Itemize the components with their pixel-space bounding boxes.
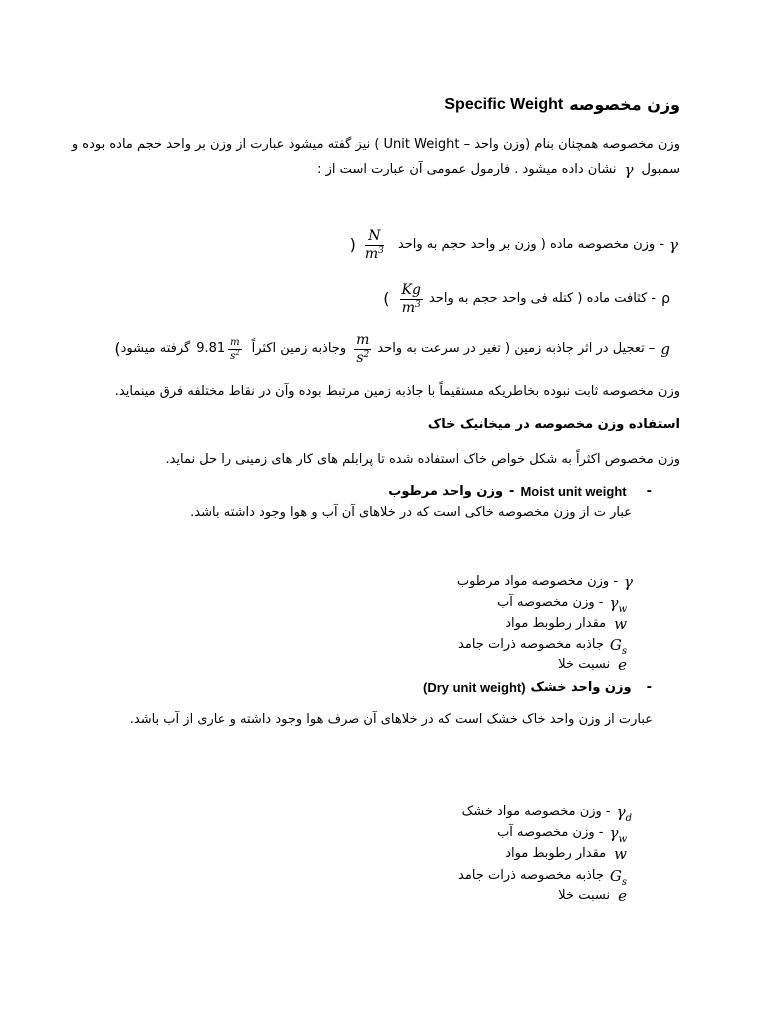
- symbol-subscript: s: [621, 877, 627, 888]
- list-item-text: - وزن مخصوصه آب: [497, 595, 604, 610]
- list-item-text: مقدار رطوبط مواد: [505, 846, 607, 861]
- gamma-symbol: γ: [624, 573, 633, 591]
- value-unit-numerator: m: [230, 336, 240, 348]
- list-item-text: مقدار رطوبط مواد: [505, 616, 607, 631]
- intro-line-1: وزن مخصوصه همچنان بنام (وزن واحد – Unit Weight ) نیز گفته میشود عبارت از وزن بر واحد حجم ماده بوده و: [71, 137, 680, 152]
- soil-mechanics-heading: استفاده وزن مخصوصه در میخانیک خاک: [427, 417, 680, 432]
- unit-denominator-base: m: [401, 299, 416, 316]
- g-s-symbol: [609, 636, 627, 657]
- list-item: [558, 656, 627, 674]
- moist-heading-english: Moist unit weight: [520, 484, 627, 499]
- symbol-subscript: w: [618, 604, 627, 615]
- formula-gamma-bracket: ): [349, 235, 356, 254]
- gamma-w-symbol: [609, 594, 627, 615]
- unit-numerator: Kg: [401, 281, 421, 298]
- list-item-text: - وزن مخصوصه مواد خشک: [461, 804, 611, 819]
- bullet: -: [646, 484, 652, 499]
- value-unit-denominator-exponent: 2: [235, 348, 240, 357]
- rho-symbol: ρ: [661, 291, 670, 307]
- intro-symbol-label: سمبول: [641, 162, 680, 177]
- list-item-text: - وزن مخصوصه مواد مرطوب: [456, 574, 619, 589]
- moist-description: عبار ت از وزن مخصوصه خاکی است که در خلاهای آن آب و هوا وجود داشته باشد.: [190, 505, 632, 520]
- formula-gamma: [350, 227, 678, 263]
- value-unit-denominator-base: s: [230, 350, 236, 362]
- unit-denominator-base: s: [356, 349, 364, 366]
- symbol-subscript: w: [618, 834, 627, 845]
- moist-unit-weight-heading: [388, 483, 652, 501]
- dry-description: عبارت از وزن واحد خاک خشک است که در خلاهای آن صرف هوا وجود داشته و عاری از آب باشد.: [129, 712, 653, 727]
- unit-denominator: [400, 300, 423, 316]
- gamma-w-symbol: [609, 824, 627, 845]
- gamma-symbol: γ: [669, 236, 678, 254]
- value-unit-denominator: [228, 350, 241, 362]
- intro-line-2: [317, 161, 680, 179]
- gamma-d-symbol: [616, 803, 632, 824]
- e-symbol: e: [618, 887, 627, 905]
- unit-numerator: N: [365, 229, 384, 246]
- symbol-subscript: s: [621, 646, 627, 657]
- formula-rho: [383, 281, 670, 317]
- title-english: Specific Weight: [444, 96, 564, 113]
- unit-denominator-exponent: 3: [378, 245, 384, 256]
- symbol-base: G: [609, 636, 622, 654]
- unit-denominator: [365, 246, 384, 262]
- symbol-base: γ: [616, 803, 626, 821]
- symbol-base: γ: [609, 594, 619, 612]
- formula-g: [114, 331, 670, 367]
- list-item-text: جاذبه مخصوصه ذرات جامد: [458, 637, 604, 652]
- unit-numerator: m: [356, 331, 370, 348]
- dry-unit-weight-heading: [423, 679, 652, 697]
- heading-separator: -: [509, 484, 515, 499]
- symbol-subscript: d: [625, 813, 632, 824]
- list-item: [461, 803, 632, 824]
- w-symbol: w: [614, 845, 627, 863]
- formula-rho-text: - کثافت ماده ( کتله فی واحد حجم به واحد: [428, 291, 657, 306]
- list-item: [497, 594, 627, 615]
- list-item-text: نسبت خلا: [558, 657, 611, 672]
- unit-fraction-n-per-m3: [365, 229, 384, 262]
- soil-usage-text: وزن مخصوص اکثراً به شکل خواص خاک استفاده شده تا پرابلم های کار های زمینی را حل نماید.: [165, 452, 680, 467]
- unit-fraction-m-per-s2: [354, 333, 371, 366]
- gamma-symbol: γ: [624, 161, 634, 179]
- formula-g-text: – تعجیل در اثر جاذبه زمین ( تغیر در سرعت به واحد: [377, 341, 656, 356]
- unit-denominator-exponent: 2: [363, 349, 370, 360]
- list-item: [558, 887, 627, 905]
- variation-note: وزن مخصوصه ثابت نبوده بخاطریکه مستقیماً با جاذبه زمین مرتبط بوده وآن در نقاط مختلفه فرق مینماید.: [114, 384, 680, 399]
- intro-formula-lead: نشان داده میشود . فارمول عمومی آن عبارت است از :: [317, 162, 617, 177]
- list-item: [497, 824, 627, 845]
- g-symbol: g: [660, 340, 670, 358]
- list-item-text: - وزن مخصوصه آب: [497, 825, 604, 840]
- formula-g-gravity-text: وجاذبه زمین اکثراً: [251, 341, 347, 356]
- moist-heading-persian: وزن واحد مرطوب: [388, 484, 504, 499]
- list-item-text: جاذبه مخصوصه ذرات جامد: [458, 868, 604, 883]
- symbol-base: γ: [609, 824, 619, 842]
- dry-heading-persian: وزن واحد خشک: [530, 680, 632, 695]
- list-item: [458, 636, 627, 657]
- dry-heading-english: (Dry unit weight): [423, 680, 526, 695]
- g-s-symbol: [609, 867, 627, 888]
- unit-denominator-exponent: 3: [415, 299, 421, 310]
- title-persian: وزن مخصوصه: [569, 95, 680, 114]
- list-item: [458, 867, 627, 888]
- symbol-base: G: [609, 867, 622, 885]
- unit-fraction-kg-per-m3: [400, 283, 423, 316]
- unit-denominator-base: m: [364, 245, 379, 262]
- list-item: [505, 615, 627, 633]
- gravity-value: 9.81: [196, 341, 226, 356]
- formula-gamma-text: - وزن مخصوصه ماده ( وزن بر واحد حجم به واحد: [397, 237, 665, 252]
- value-unit-fraction-m-per-s2: [228, 337, 241, 362]
- list-item: [505, 845, 627, 863]
- e-symbol: e: [618, 656, 627, 674]
- list-item: [457, 573, 633, 591]
- bullet: -: [646, 680, 652, 695]
- page-title: [444, 93, 680, 117]
- formula-g-bracket: (: [114, 339, 121, 358]
- formula-g-taken-text: گرفته میشود: [120, 341, 191, 356]
- list-item-text: نسبت خلا: [558, 888, 611, 903]
- w-symbol: w: [614, 615, 627, 633]
- formula-rho-bracket: (: [383, 289, 390, 308]
- unit-denominator: [354, 350, 371, 366]
